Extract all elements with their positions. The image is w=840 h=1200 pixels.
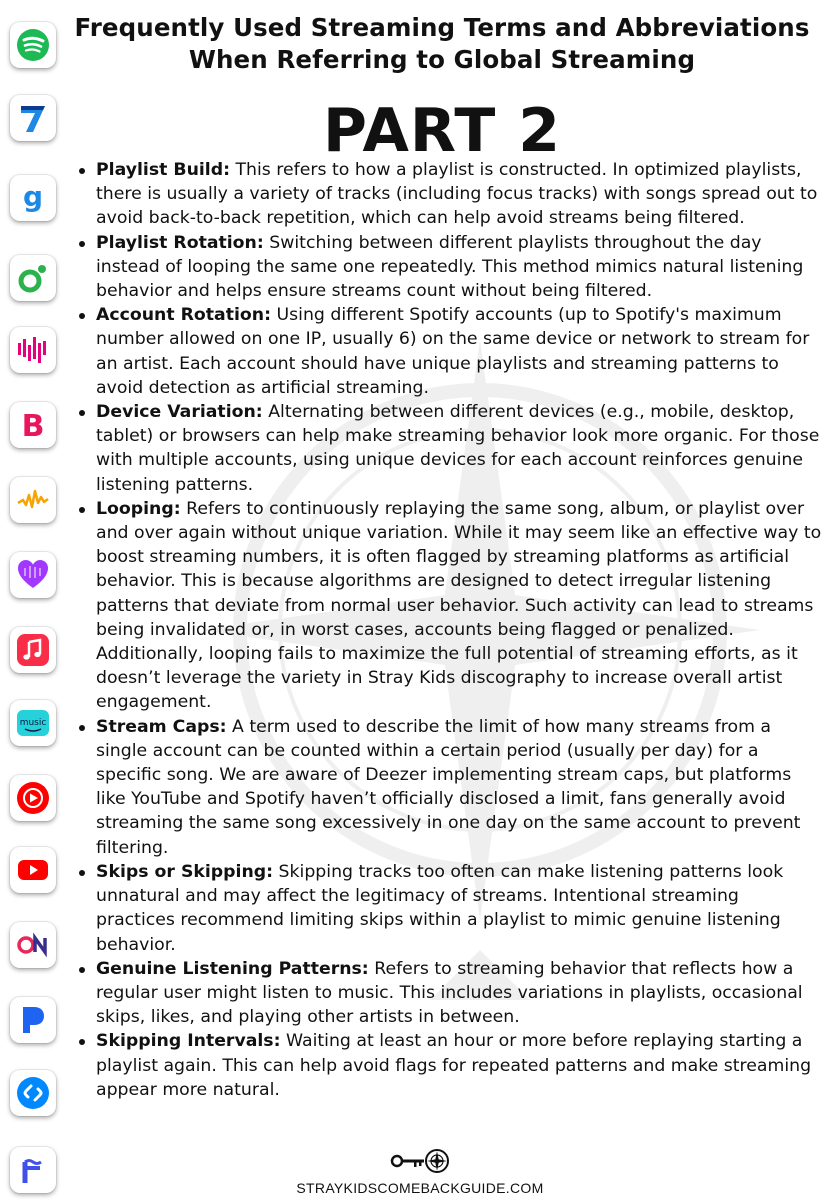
term-name: Looping: (96, 498, 181, 519)
title-line-2: When Referring to Global Streaming (188, 45, 696, 74)
term-definition: Refers to continuously replaying the same song, album, or playlist over and over again without unique variation. While it may seem like an effective way to boost streaming numbers, it is often flagged by streaming platforms as artificial behavior. This is because algorithms are designed to detect irregular listening patterns that deviate from normal user behavior. Such activity can lead to streams being invalidated or, in worst cases, accounts being flagged or penalized. Additionally, looping fails to maximize the full potential of streaming efforts, as it doesn’t leverage the variety in Stray Kids discography to increase overall artist engagement. (96, 498, 822, 713)
term-name: Skips or Skipping: (96, 861, 274, 882)
part-heading: PART 2 (323, 96, 561, 166)
term-definition: A term used to describe the limit of how many streams from a single account can be counted within a certain period (usually per day) for a specific song. We are aware of Deezer implementing stream caps, but platforms like YouTube and Spotify haven’t officially disclosed a limit, fans generally avoid streaming the same song excessively in one day on the same account to prevent filtering. (96, 716, 801, 858)
list-item (96, 303, 822, 400)
svg-text:music: music (19, 718, 47, 728)
list-item (96, 860, 822, 957)
term-definition: This refers to how a playlist is constructed. In optimized playlists, there is usually a variety of tracks (including focus tracks) with songs spread out to avoid back-to-back repetition, which can help avoid streams being filtered. (96, 160, 818, 229)
svg-text:B: B (21, 409, 45, 442)
list-item (96, 715, 822, 860)
deezer-icon (10, 552, 56, 598)
melon-icon (10, 255, 56, 301)
term-definition: Skipping tracks too often can make listening patterns look unnatural and may affect the legitimacy of streams. Intentional streaming practices recommend limiting skips within a playlist to mimic genuine listening behavior. (96, 861, 784, 955)
apple-music-icon (10, 627, 56, 673)
term-name: Genuine Listening Patterns: (96, 958, 369, 979)
term-definition: Refers to streaming behavior that reflects how a regular user might listen to music. This includes variations in playlists, occasional skips, likes, and playing other artists in between. (96, 958, 803, 1028)
pandora-icon (10, 997, 56, 1043)
list-item (96, 231, 822, 304)
footer-website: STRAYKIDSCOMEBACKGUIDE.COM (296, 1180, 544, 1196)
youtube-music-icon (10, 775, 56, 821)
list-item (96, 957, 822, 1030)
spotify-icon (10, 22, 56, 68)
list-item (96, 497, 822, 715)
term-name: Stream Caps: (96, 716, 227, 737)
youtube-icon (10, 847, 56, 893)
svg-text:g: g (22, 181, 44, 213)
amazon-music-icon (10, 700, 56, 746)
kkbox-icon (10, 922, 56, 968)
term-definition: Switching between different playlists throughout the day instead of looping the same one repeatedly. This method mimics natural listening behavior and helps ensure streams count without being filtered. (96, 232, 804, 302)
list-item (96, 158, 822, 231)
bugs-b-icon (10, 402, 56, 448)
list-item (96, 1029, 822, 1102)
term-name: Playlist Build: (96, 160, 230, 180)
term-name: Account Rotation: (96, 305, 271, 326)
term-name: Playlist Rotation: (96, 232, 264, 253)
audiomack-icon (10, 477, 56, 523)
page-title (62, 12, 822, 76)
terms-list (96, 158, 822, 1102)
key-compass-logo-icon (390, 1148, 450, 1174)
term-definition: Alternating between different devices (e.g., mobile, desktop, tablet) or browsers can help make streaming behavior look more organic. For those with multiple accounts, using unique devices for each account reinforces genuine listening patterns. (96, 402, 820, 495)
title-line-1: Frequently Used Streaming Terms and Abbreviations (74, 13, 810, 42)
term-name: Device Variation: (96, 402, 263, 423)
term-name: Skipping Intervals: (96, 1031, 281, 1052)
term-definition: Waiting at least an hour or more before replaying starting a playlist again. This can help avoid flags for repeated patterns and make streaming appear more natural. (96, 1031, 812, 1100)
shazam-icon (10, 1070, 56, 1116)
7digital-icon (10, 95, 56, 141)
genie-icon (10, 175, 56, 221)
bugs-waveform-icon (10, 327, 56, 373)
list-item (96, 400, 822, 497)
term-definition: Using different Spotify accounts (up to Spotify's maximum number allowed on one IP, usually 6) on the same device or network to stream for an artist. Each account should have unique playlists and streaming patterns to avoid detection as artificial streaming. (96, 305, 810, 398)
